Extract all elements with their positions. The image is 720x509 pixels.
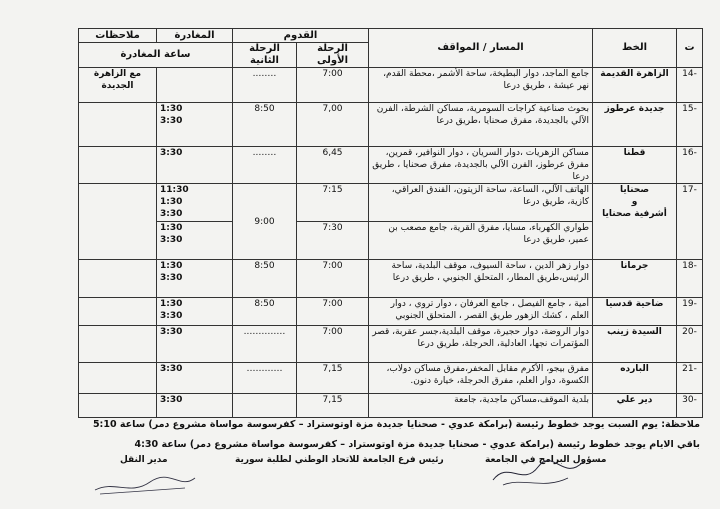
departure-time: 3:30 bbox=[160, 327, 183, 337]
line-name-b: أشرفية صحنايا bbox=[602, 209, 667, 219]
route-text: جامع الماجد، دوار البطيخة، ساحة الأشمر ،محطة القدم، نهر عيشة ، طريق درعا bbox=[369, 68, 593, 103]
trip2-time: ………….. bbox=[233, 326, 297, 363]
handwritten-signature-programs bbox=[488, 452, 588, 492]
header-num: ت bbox=[677, 29, 703, 68]
row-note bbox=[79, 260, 157, 298]
trip2-time bbox=[233, 394, 297, 418]
trip2-time: …….. bbox=[233, 147, 297, 184]
signature-union: رئيس فرع الجامعة للاتحاد الوطني لطلبة سورية bbox=[235, 455, 444, 465]
trip1-time bbox=[297, 184, 369, 260]
header-trip2: الرحلة الثانية bbox=[233, 43, 297, 68]
route-text: أمية ، جامع الفيصل ، جامع العرفان ، دوار تروي ، دوار العلم ، كشك الزهور طريق القصر ، المتحلق الجنوبي bbox=[369, 298, 593, 326]
trip1-time: 7:00 bbox=[297, 260, 369, 298]
trip1-time-b: 7:30 bbox=[322, 223, 343, 233]
row-note bbox=[79, 103, 157, 147]
route-text: دوار الروضة، دوار حجيرة، موقف البلدية،جسر عقربة، قصر المؤتمرات نجها، العادلية، الحرجلة، طريق درعا bbox=[369, 326, 593, 363]
row-number: -18 bbox=[677, 260, 703, 298]
table-row bbox=[79, 326, 703, 363]
notes-block bbox=[92, 415, 700, 455]
route-text-a: الهاتف الآلي، الساعة، ساحة الزيتون، الفندق العراقي، كازية، طريق درعا bbox=[369, 184, 592, 222]
row-note bbox=[79, 326, 157, 363]
signature-transport: مدير النقل bbox=[120, 455, 168, 465]
trip1-time: 7,15 bbox=[297, 394, 369, 418]
row-number: -15 bbox=[677, 103, 703, 147]
trip1-time: 7:00 bbox=[297, 68, 369, 103]
departure-time: 1:30 bbox=[160, 223, 183, 233]
trip1-time-a: 7:15 bbox=[297, 184, 368, 222]
line-name: السيدة زينب bbox=[593, 326, 677, 363]
route-text: بلدية الموقف،مساكن ماجدية، جامعة bbox=[369, 394, 593, 418]
trip2-time: ………… bbox=[233, 363, 297, 394]
departure-time: 3:30 bbox=[160, 364, 183, 374]
departure-times bbox=[157, 147, 233, 184]
departure-time: 11:30 bbox=[160, 185, 189, 195]
row-note bbox=[79, 298, 157, 326]
departure-time: 1:30 bbox=[160, 197, 183, 207]
table-row bbox=[79, 260, 703, 298]
trip2-time: 9:00 bbox=[233, 184, 297, 260]
route-text: دوار زهر الدين ، ساحة السيوف، موقف البلدية، ساحة الرئيس،طريق المطار، المتحلق الجنوبي ، طريق درعا bbox=[369, 260, 593, 298]
handwritten-signature-transport bbox=[90, 460, 200, 500]
table-row bbox=[79, 147, 703, 184]
trip2-time: 8:50 bbox=[233, 260, 297, 298]
trip2-time: 8:50 bbox=[233, 103, 297, 147]
trip1-time: 7:00 bbox=[297, 326, 369, 363]
line-name bbox=[593, 184, 677, 260]
line-name: جديدة عرطوز bbox=[593, 103, 677, 147]
row-note bbox=[79, 184, 157, 260]
departure-time: 3:30 bbox=[160, 116, 183, 126]
table-row bbox=[79, 184, 703, 260]
header-line: الخط bbox=[593, 29, 677, 68]
departure-times bbox=[157, 68, 233, 103]
departure-times bbox=[157, 394, 233, 418]
departure-times bbox=[157, 326, 233, 363]
table-row bbox=[79, 68, 703, 103]
line-name-and: و bbox=[631, 197, 638, 207]
trip1-time: 7:00 bbox=[297, 298, 369, 326]
departure-times bbox=[157, 363, 233, 394]
header-trip1: الرحلة الأولى bbox=[297, 43, 369, 68]
trip1-time: 7,15 bbox=[297, 363, 369, 394]
departure-time: 3:30 bbox=[160, 209, 183, 219]
departure-time: 1:30 bbox=[160, 261, 183, 271]
header-arrival: القدوم bbox=[233, 29, 369, 43]
note-line-saturday: ملاحظة: يوم السبت يوجد خطوط رئيسة (برامكة عدوي - صحنايا جديدة مزة اوتوستراد – كفرسوسة مواساة مشروع دمر) ساعة 5:10 bbox=[92, 419, 700, 430]
line-name: ضاحية قدسيا bbox=[593, 298, 677, 326]
departure-times bbox=[157, 103, 233, 147]
table-row bbox=[79, 363, 703, 394]
header-departure-time: ساعة المغادرة bbox=[79, 43, 233, 68]
row-number: -17 bbox=[677, 184, 703, 260]
line-name-a: صحنايا bbox=[620, 185, 650, 195]
route-text bbox=[369, 184, 593, 260]
trip1-time: 7,00 bbox=[297, 103, 369, 147]
route-text-b: طواري الكهرباء، مسايا، مفرق القرية، جامع مصعب بن عمير، طريق درعا bbox=[388, 223, 590, 245]
departure-times bbox=[157, 260, 233, 298]
route-text: بحوث صناعية كراجات السومرية، مساكن الشرطة، الفرن الآلي بالجديدة، مفرق صحنايا ،طريق درعا bbox=[369, 103, 593, 147]
departure-time: 3:30 bbox=[160, 148, 183, 158]
header-notes: ملاحظات bbox=[79, 29, 157, 43]
route-text: مفرق بيجو، الأكرم مقابل المخفر،مفرق مساكن دولاب، الكسوة، دوار العلم، مفرق الحرجلة، خيارة دنون. bbox=[369, 363, 593, 394]
route-text: مساكن الزهريات ،دوار السريان ، دوار النوافير، قمرين، مفرق عرطوز، الفرن الآلي بالجديدة، مفرق صحنايا ، طريق درعا bbox=[369, 147, 593, 184]
line-name: الزاهرة القديمة bbox=[593, 68, 677, 103]
row-number: -21 bbox=[677, 363, 703, 394]
row-number: -19 bbox=[677, 298, 703, 326]
row-note bbox=[79, 147, 157, 184]
line-name: قطنا bbox=[593, 147, 677, 184]
line-name: دير علي bbox=[593, 394, 677, 418]
row-number: -30 bbox=[677, 394, 703, 418]
departure-time: 1:30 bbox=[160, 104, 183, 114]
departure-times bbox=[157, 298, 233, 326]
departure-time: 3:30 bbox=[160, 395, 183, 405]
departure-times bbox=[157, 184, 233, 260]
trip1-time: 6,45 bbox=[297, 147, 369, 184]
trip2-time: 8:50 bbox=[233, 298, 297, 326]
line-name: البارده bbox=[593, 363, 677, 394]
row-number: -14 bbox=[677, 68, 703, 103]
table-row bbox=[79, 103, 703, 147]
table-row bbox=[79, 394, 703, 418]
row-note bbox=[79, 394, 157, 418]
row-number: -20 bbox=[677, 326, 703, 363]
row-note bbox=[79, 363, 157, 394]
header-departure: المغادرة bbox=[157, 29, 233, 43]
row-number: -16 bbox=[677, 147, 703, 184]
header-route: المسار / المواقف bbox=[369, 29, 593, 68]
table-row bbox=[79, 298, 703, 326]
departure-time: 3:30 bbox=[160, 311, 183, 321]
note-line-other-days: باقي الايام يوجد خطوط رئيسة (برامكة عدوي - صحنايا جديدة مزة اوتوستراد – كفرسوسة مواساة مشروع دمر) ساعة 4:30 bbox=[134, 439, 700, 450]
line-name: جرمانا bbox=[593, 260, 677, 298]
trip2-time: …….. bbox=[233, 68, 297, 103]
departure-time: 3:30 bbox=[160, 235, 183, 245]
row-note: مع الزاهرة الجديدة bbox=[79, 68, 157, 103]
departure-time: 3:30 bbox=[160, 273, 183, 283]
transport-schedule-table bbox=[78, 28, 703, 418]
departure-time: 1:30 bbox=[160, 299, 183, 309]
signature-programs: مسؤول البرامج في الجامعة bbox=[485, 455, 607, 465]
